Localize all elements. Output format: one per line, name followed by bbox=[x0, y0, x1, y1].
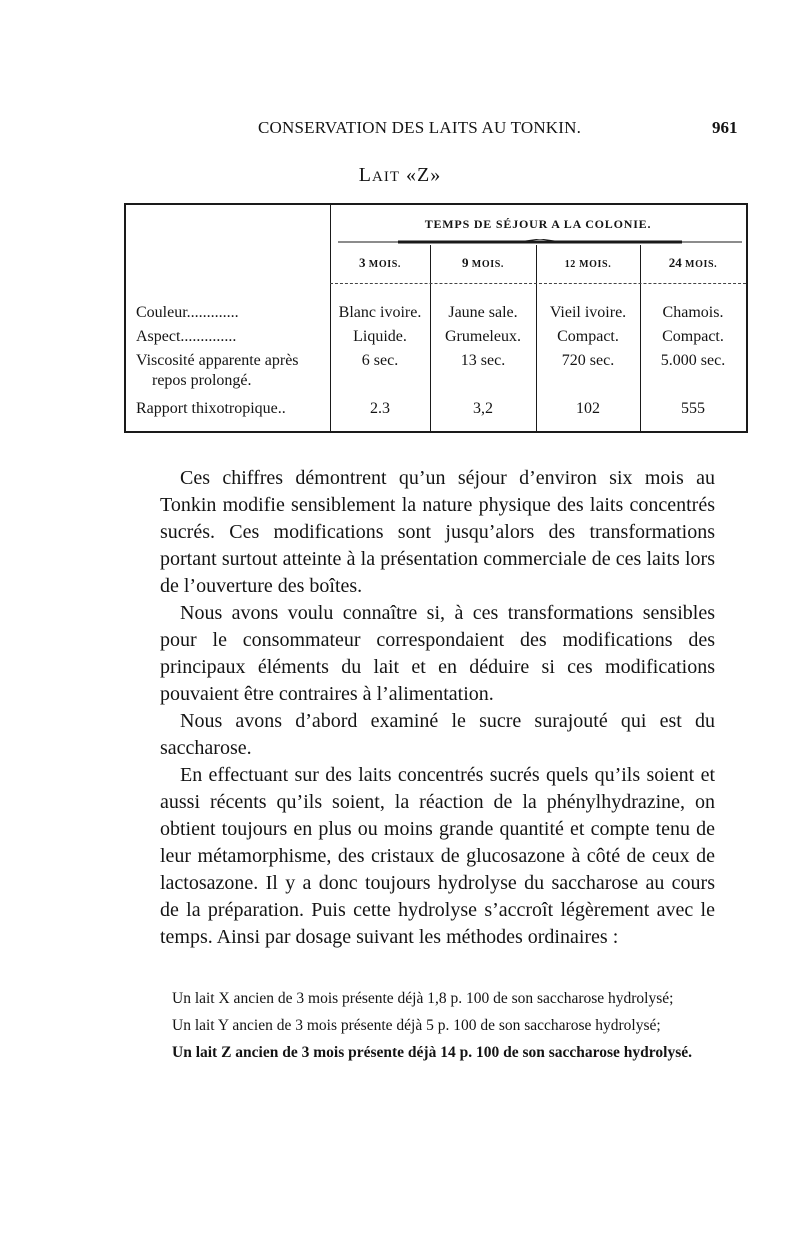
paragraph: Ces chiffres démontrent qu’un séjour d’environ six mois au Tonkin modifie sensiblement la nature physique des laits concentrés sucrés. Ces modifications sont jusqu’alors des transformations portant surtout atteinte à la présentation commerciale de ces laits lors de l’ouverture des boîtes. bbox=[160, 467, 715, 597]
body-text bbox=[160, 465, 715, 951]
footnote: Un lait X ancien de 3 mois présente déjà 1,8 p. 100 de son saccharose hydrolysé; bbox=[172, 990, 674, 1007]
paragraph: Nous avons voulu connaître si, à ces transformations sensibles pour le consommateur correspondaient des modifications des principaux éléments du lait et en déduire si ces modifications pouvaient être contraires à l’alimentation. bbox=[160, 602, 715, 705]
footnotes bbox=[160, 988, 728, 1069]
group-brace bbox=[338, 239, 742, 245]
col-header-3-mois: 3 MOIS. bbox=[359, 255, 401, 270]
cell-aspect-9: Grumeleux. bbox=[445, 328, 521, 345]
cell-aspect-3: Liquide. bbox=[353, 328, 407, 345]
row-label-aspect: Aspect.............. bbox=[136, 328, 237, 345]
row-label-viscosite: Viscosité apparente après repos prolongé. bbox=[136, 352, 299, 389]
cell-couleur-12: Vieil ivoire. bbox=[549, 304, 627, 321]
footnote: Un lait Z ancien de 3 mois présente déjà 14 p. 100 de son saccharose hydrolysé. bbox=[172, 1044, 692, 1061]
cell-thixotropique-9: 3,2 bbox=[473, 400, 493, 417]
cell-thixotropique-3: 2.3 bbox=[370, 400, 390, 417]
running-title: CONSERVATION DES LAITS AU TONKIN. bbox=[258, 118, 582, 137]
cell-thixotropique-12: 102 bbox=[576, 400, 600, 417]
cell-aspect-24: Compact. bbox=[662, 328, 724, 345]
paragraph: Nous avons d’abord examiné le sucre surajouté qui est du saccharose. bbox=[160, 710, 715, 759]
group-header: TEMPS DE SÉJOUR A LA COLONIE. bbox=[424, 217, 652, 231]
table-title-initial: L bbox=[358, 164, 372, 186]
cell-aspect-12: Compact. bbox=[557, 328, 619, 345]
cell-viscosite-12: 720 sec. bbox=[561, 352, 615, 369]
footnote: Un lait Y ancien de 3 mois présente déjà 5 p. 100 de son saccharose hydrolysé; bbox=[172, 1017, 661, 1034]
running-head bbox=[0, 118, 800, 142]
col-header-12-mois: 12 MOIS. bbox=[564, 259, 612, 270]
table-title-name: «Z» bbox=[406, 164, 442, 186]
table-title bbox=[0, 164, 800, 187]
col-header-9-mois: 9 MOIS. bbox=[462, 255, 504, 270]
cell-couleur-24: Chamois. bbox=[662, 304, 724, 321]
cell-couleur-3: Blanc ivoire. bbox=[338, 304, 422, 321]
page-number: 961 bbox=[712, 118, 738, 137]
cell-viscosite-9: 13 sec. bbox=[460, 352, 506, 369]
row-label-couleur: Couleur............. bbox=[136, 304, 239, 321]
table-title-rest: AIT bbox=[372, 169, 400, 185]
cell-couleur-9: Jaune sale. bbox=[448, 304, 518, 321]
row-label-thixotropique: Rapport thixotropique.. bbox=[136, 400, 286, 417]
cell-viscosite-3: 6 sec. bbox=[361, 352, 399, 369]
header-rule bbox=[330, 283, 746, 284]
col-header-24-mois: 24 MOIS. bbox=[668, 255, 718, 270]
cell-viscosite-24: 5.000 sec. bbox=[660, 352, 726, 369]
data-table bbox=[124, 203, 748, 433]
paragraph: En effectuant sur des laits concentrés sucrés quels qu’ils soient et aussi récents qu’ils soient, la réaction de la phénylhydrazine, on obtient toujours en plus ou moins grande quantité et compte tenu de leur métamorphisme, des cristaux de glucosazone à côté de ceux de lactosazone. Il y a donc toujours hydrolyse du saccharose au cours de la préparation. Puis cette hydrolyse s’accroît légèrement avec le temps. Ainsi par dosage suivant les méthodes ordinaires : bbox=[160, 764, 715, 948]
cell-thixotropique-24: 555 bbox=[681, 400, 705, 417]
